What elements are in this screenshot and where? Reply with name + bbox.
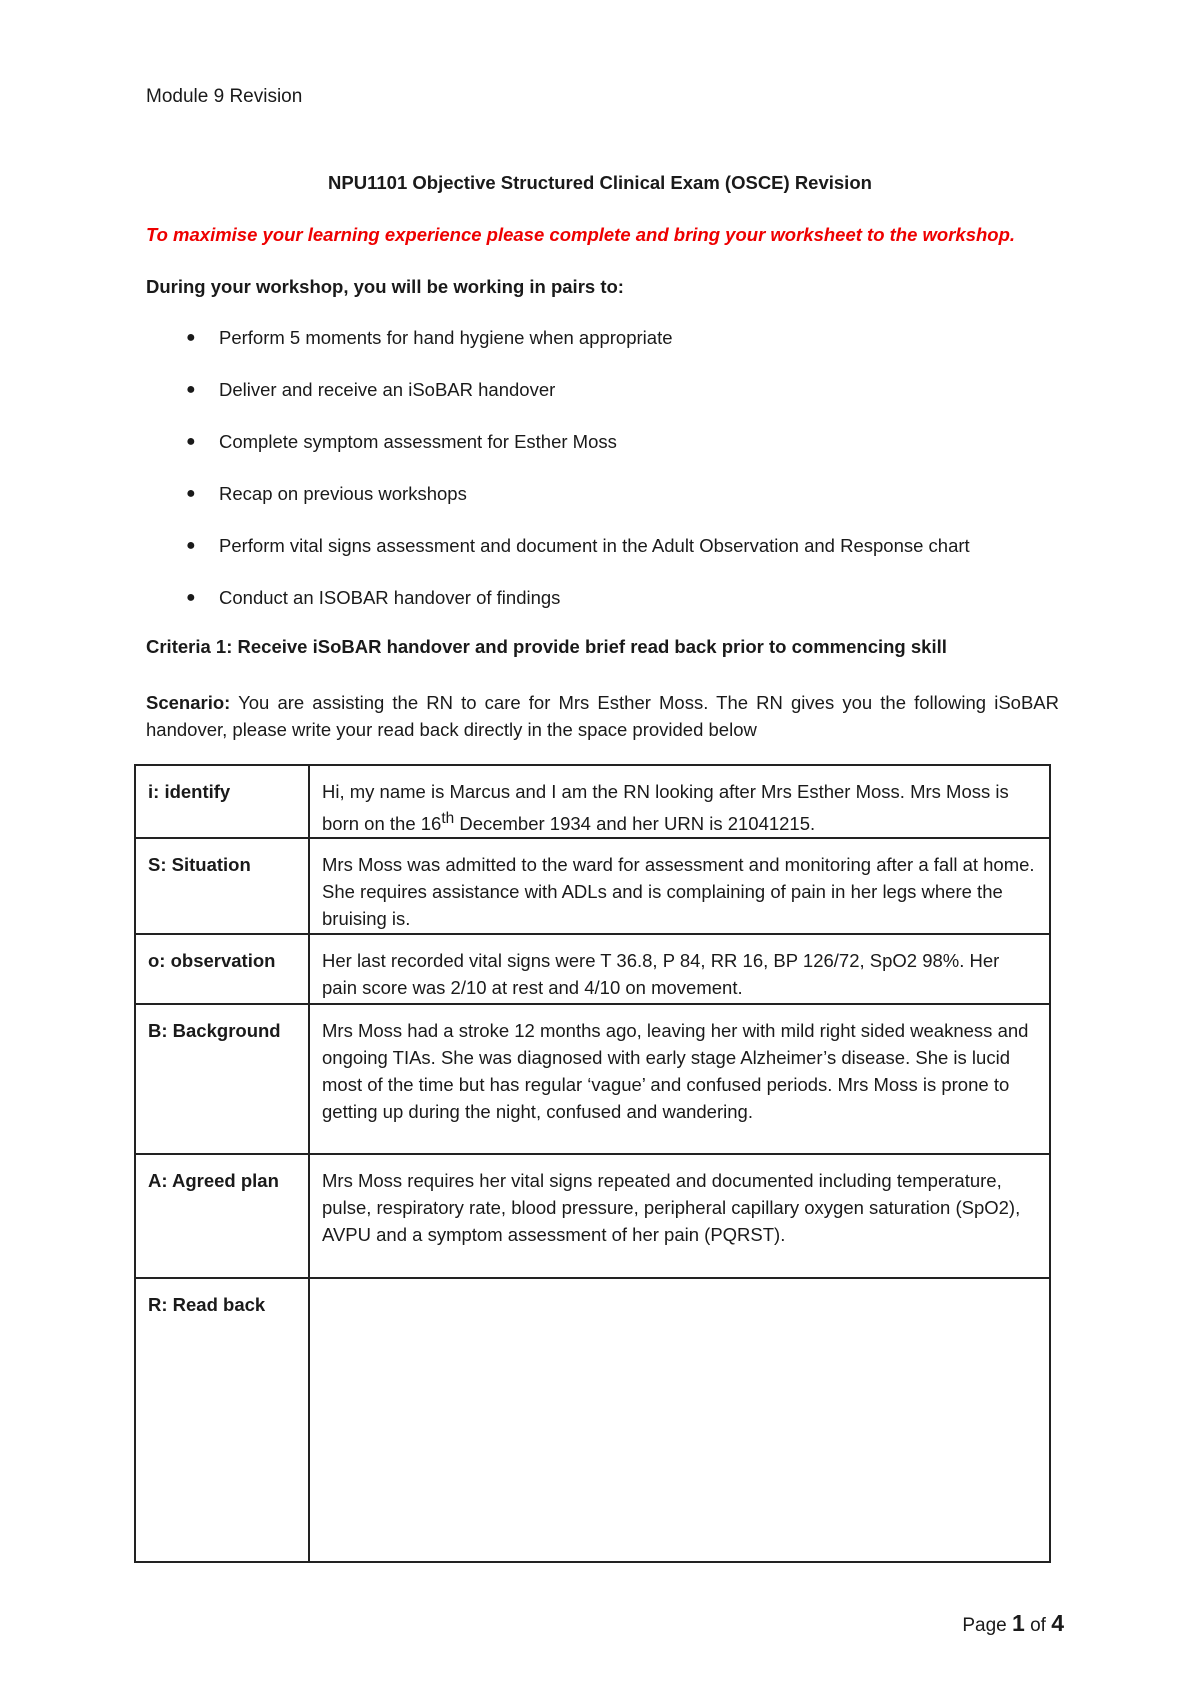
scenario-label: Scenario: — [146, 692, 231, 713]
situation-text: Mrs Moss was admitted to the ward for assessment and monitoring after a fall at home. She requires assistance with ADLs and is complaining of pain in her legs where the bruising is. — [309, 838, 1050, 934]
bullet-icon: ● — [186, 433, 196, 450]
identify-text-a: Hi, my name is Marcus and I am the RN looking after Mrs Esther Moss. Mrs Moss is born on the 16 — [322, 781, 1009, 835]
table-row — [135, 765, 1050, 838]
bullet-icon: ● — [186, 589, 196, 606]
page-header: Module 9 Revision — [146, 86, 303, 107]
scenario-paragraph — [146, 689, 1059, 743]
table-row — [135, 1004, 1050, 1154]
page-word: Page — [962, 1615, 1012, 1636]
observation-label: o: observation — [135, 934, 309, 1004]
bullet-icon: ● — [186, 329, 196, 346]
scenario-text: You are assisting the RN to care for Mrs Esther Moss. The RN gives you the following iSoBAR handover, please write your read back directly in the space provided below — [146, 692, 1059, 740]
of-word: of — [1024, 1615, 1052, 1636]
identify-text-b: December 1934 and her URN is 21041215. — [454, 813, 816, 835]
task-text: Perform vital signs assessment and document in the Adult Observation and Response chart — [219, 535, 970, 556]
background-text: Mrs Moss had a stroke 12 months ago, leaving her with mild right sided weakness and ongoing TIAs. She was diagnosed with early stage Alzheimer’s disease. She is lucid most of the time but has regular ‘vague’ and confused periods. Mrs Moss is prone to getting up during the night, confused and wandering. — [309, 1004, 1050, 1154]
agreed-plan-text: Mrs Moss requires her vital signs repeated and documented including temperature, pulse, respiratory rate, blood pressure, peripheral capillary oxygen saturation (SpO2), AVPU and a symptom assessment of her pain (PQRST). — [309, 1154, 1050, 1278]
list-item — [146, 482, 970, 534]
identify-superscript: th — [441, 810, 455, 827]
read-back-label: R: Read back — [135, 1278, 309, 1562]
document-title: NPU1101 Objective Structured Clinical Exam (OSCE) Revision — [328, 172, 872, 193]
table-row — [135, 1154, 1050, 1278]
situation-label: S: Situation — [135, 838, 309, 934]
page-footer — [962, 1610, 1064, 1637]
bullet-icon: ● — [186, 485, 196, 502]
worksheet-notice: To maximise your learning experience please complete and bring your worksheet to the workshop. — [146, 224, 1016, 245]
background-label: B: Background — [135, 1004, 309, 1154]
table-row — [135, 934, 1050, 1004]
task-text: Complete symptom assessment for Esther Moss — [219, 431, 617, 452]
table-row — [135, 838, 1050, 934]
workshop-intro: During your workshop, you will be working in pairs to: — [146, 276, 624, 297]
table-row — [135, 1278, 1050, 1562]
task-text: Deliver and receive an iSoBAR handover — [219, 379, 556, 400]
task-text: Perform 5 moments for hand hygiene when appropriate — [219, 327, 673, 348]
isobar-table — [134, 764, 1051, 1563]
list-item — [146, 534, 970, 586]
agreed-plan-label: A: Agreed plan — [135, 1154, 309, 1278]
task-list — [146, 326, 970, 638]
identify-text — [309, 765, 1050, 838]
page-total: 4 — [1051, 1610, 1064, 1636]
list-item — [146, 430, 970, 482]
observation-text: Her last recorded vital signs were T 36.8, P 84, RR 16, BP 126/72, SpO2 98%. Her pain score was 2/10 at rest and 4/10 on movement. — [309, 934, 1050, 1004]
list-item — [146, 378, 970, 430]
list-item — [146, 586, 970, 638]
bullet-icon: ● — [186, 537, 196, 554]
page-number: 1 — [1012, 1610, 1025, 1636]
read-back-input[interactable] — [309, 1278, 1050, 1562]
task-text: Recap on previous workshops — [219, 483, 467, 504]
task-text: Conduct an ISOBAR handover of findings — [219, 587, 561, 608]
criteria-heading: Criteria 1: Receive iSoBAR handover and provide brief read back prior to commencing skill — [146, 636, 947, 657]
bullet-icon: ● — [186, 381, 196, 398]
identify-label: i: identify — [135, 765, 309, 838]
list-item — [146, 326, 970, 378]
